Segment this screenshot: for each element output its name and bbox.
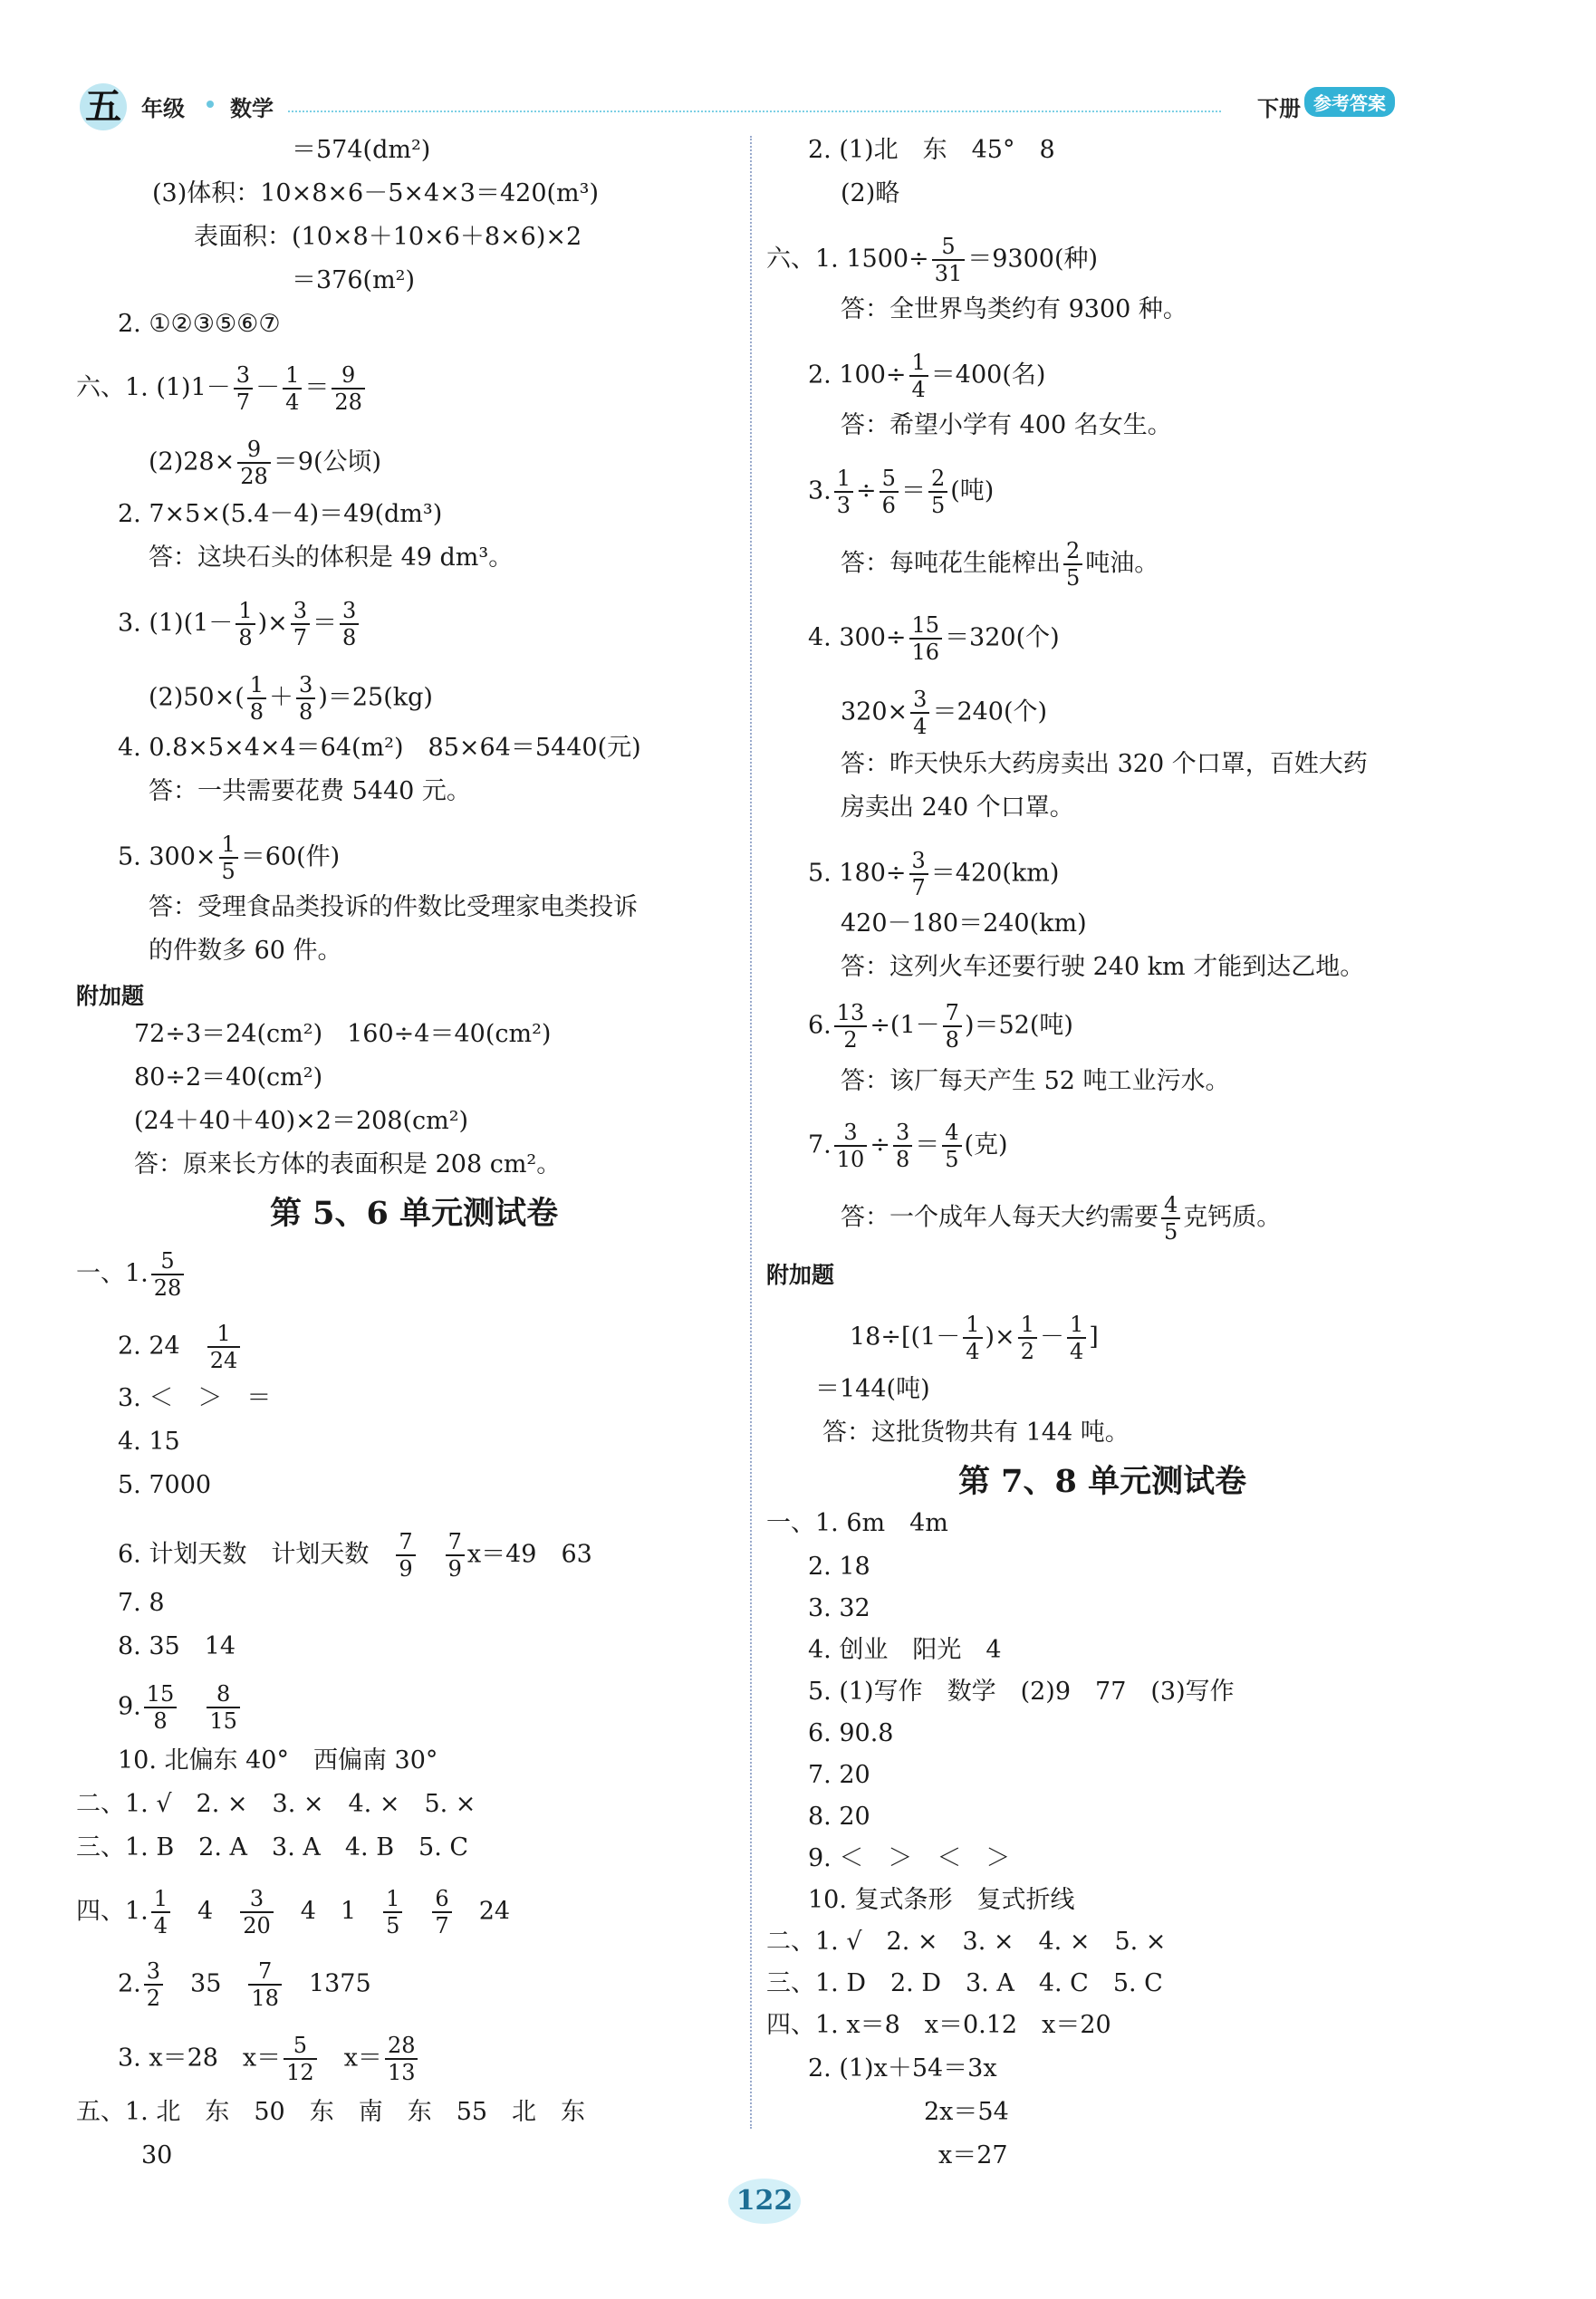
text: 2. 100÷ bbox=[808, 361, 907, 390]
text: 320× bbox=[841, 697, 909, 726]
section-title: 第 7、8 单元测试卷 bbox=[958, 1463, 1247, 1500]
answer-line: 30 bbox=[141, 2141, 173, 2169]
text: ＝400(名) bbox=[930, 361, 1046, 390]
fraction: $\frac{15}{16}$ bbox=[909, 612, 943, 665]
fraction: $\frac{1}{4}$ bbox=[283, 362, 302, 415]
answer-line: x＝27 bbox=[938, 2141, 1008, 2169]
text: 克钙质。 bbox=[1183, 1203, 1282, 1232]
answer-line: 答：全世界鸟类约有 9300 种。 bbox=[841, 295, 1187, 323]
answer-line: 3. (1)(1－ $\frac{1}{8}$ )× $\frac{3}{7}$ ＝ $\frac{3}{8}$ bbox=[118, 598, 361, 650]
text: 5. 300× bbox=[118, 842, 216, 871]
answer-line: 四、1. x＝8 x＝0.12 x＝20 bbox=[766, 2011, 1111, 2039]
text: ＝9(公顷) bbox=[273, 447, 382, 476]
answer-line: (2)50×( $\frac{1}{8}$ ＋ $\frac{3}{8}$ )＝25(kg) bbox=[149, 672, 433, 725]
answer-line: 3. 32 bbox=[808, 1594, 870, 1622]
answer-line: 5. 7000 bbox=[118, 1471, 212, 1499]
fraction: $\frac{1}{2}$ bbox=[1018, 1312, 1037, 1364]
answer-line bbox=[118, 1529, 592, 1582]
answer-line: 2. ①②③⑤⑥⑦ bbox=[118, 310, 281, 338]
answer-line bbox=[118, 1958, 371, 2011]
fraction: $\frac{1}{3}$ bbox=[834, 466, 853, 518]
text: 2. bbox=[118, 1969, 141, 1998]
text: 吨油。 bbox=[1085, 549, 1159, 578]
answer-line bbox=[808, 848, 1059, 900]
text: )＝25(kg) bbox=[318, 683, 433, 712]
fraction: $\frac{7}{9}$ bbox=[396, 1529, 415, 1582]
fraction: $\frac{1}{4}$ bbox=[909, 350, 928, 402]
text: 7. bbox=[808, 1130, 832, 1159]
fraction: $\frac{1}{8}$ bbox=[247, 672, 266, 725]
text: ＝320(个) bbox=[945, 623, 1060, 652]
text: ＝420(km) bbox=[930, 859, 1060, 888]
text: 18÷[(1－ bbox=[850, 1323, 961, 1352]
answer-line: 二、1. √ 2. × 3. × 4. × 5. × bbox=[766, 1928, 1167, 1956]
answer-line: 2. (1)北 东 45° 8 bbox=[808, 136, 1055, 164]
header-dot bbox=[207, 101, 214, 108]
grade-label: 年级 bbox=[141, 96, 185, 121]
bonus-heading: 附加题 bbox=[766, 1262, 835, 1288]
text: )＝52(吨) bbox=[964, 1011, 1073, 1040]
answer-line bbox=[841, 538, 1159, 591]
text: 答：一个成年人每天大约需要 bbox=[841, 1203, 1159, 1232]
section-title: 第 5、6 单元测试卷 bbox=[270, 1195, 559, 1232]
answer-line bbox=[808, 350, 1045, 402]
answer-line: (3)体积：10×8×6－5×4×3＝420(m³) bbox=[152, 179, 600, 207]
fraction: $\frac{7}{9}$ bbox=[446, 1529, 465, 1582]
text: ＝240(个) bbox=[932, 697, 1048, 726]
bonus-heading: 附加题 bbox=[76, 983, 145, 1009]
answer-line: 8. 35 14 bbox=[118, 1632, 236, 1660]
answer-line: 5. (1)写作 数学 (2)9 77 (3)写作 bbox=[808, 1678, 1235, 1706]
fraction: $\frac{9}{28}$ bbox=[237, 437, 271, 489]
text: 35 bbox=[190, 1969, 222, 1998]
answer-line bbox=[118, 1681, 243, 1734]
header-rule bbox=[288, 111, 1221, 112]
fraction: $\frac{4}{5}$ bbox=[1161, 1192, 1180, 1245]
text: 六、1. 1500÷ bbox=[766, 245, 929, 274]
answer-line: 六、1. (1)1－ $\frac{3}{7}$ － $\frac{1}{4}$ ＝ $\frac{9}{28}$ bbox=[76, 362, 368, 415]
fraction: $\frac{1}{4}$ bbox=[1067, 1312, 1086, 1364]
page-header bbox=[0, 0, 1596, 136]
answer-line: 二、1. √ 2. × 3. × 4. × 5. × bbox=[76, 1790, 476, 1818]
fraction: $\frac{1}{5}$ bbox=[219, 832, 238, 884]
answer-line: 房卖出 240 个口罩。 bbox=[841, 794, 1074, 822]
fraction: $\frac{1}{24}$ bbox=[207, 1321, 241, 1373]
answer-line: ＝144(吨) bbox=[815, 1375, 930, 1403]
text: (吨) bbox=[950, 476, 995, 505]
answer-line: 答：受理食品类投诉的件数比受理家电类投诉 bbox=[149, 893, 638, 921]
text: (克) bbox=[964, 1130, 1008, 1159]
text: 9. bbox=[118, 1692, 141, 1721]
text: 1375 bbox=[308, 1969, 371, 1998]
answer-line: 答：该厂每天产生 52 吨工业污水。 bbox=[841, 1067, 1230, 1095]
text: 答：每吨花生能榨出 bbox=[841, 549, 1061, 578]
fraction: $\frac{1}{4}$ bbox=[963, 1312, 982, 1364]
fraction: $\frac{6}{7}$ bbox=[432, 1886, 451, 1938]
answer-line: 10. 北偏东 40° 西偏南 30° bbox=[118, 1746, 438, 1775]
answer-line: 答：昨天快乐大药房卖出 320 个口罩，百姓大药 bbox=[841, 750, 1368, 778]
answer-line: 答：这列火车还要行驶 240 km 才能到达乙地。 bbox=[841, 953, 1365, 981]
answer-line: 10. 复式条形 复式折线 bbox=[808, 1886, 1075, 1914]
answer-line: 三、1. B 2. A 3. A 4. B 5. C bbox=[76, 1833, 469, 1861]
fraction: $\frac{1}{5}$ bbox=[383, 1886, 402, 1938]
text: 四、1. bbox=[76, 1897, 149, 1926]
volume-label: 下册 bbox=[1257, 96, 1301, 121]
answer-line bbox=[766, 234, 1098, 286]
fraction: $\frac{15}{8}$ bbox=[144, 1681, 178, 1734]
answer-line: 4. 0.8×5×4×4＝64(m²) 85×64＝5440(元) bbox=[118, 734, 641, 762]
fraction: $\frac{28}{13}$ bbox=[385, 2033, 418, 2085]
fraction: $\frac{3}{10}$ bbox=[834, 1120, 868, 1172]
fraction: $\frac{3}{4}$ bbox=[910, 687, 929, 739]
answer-line: 答：这块石头的体积是 49 dm³。 bbox=[149, 543, 514, 572]
answer-line bbox=[76, 1886, 510, 1938]
answer-line bbox=[808, 612, 1060, 665]
fraction: $\frac{8}{15}$ bbox=[207, 1681, 240, 1734]
answer-line: 答：希望小学有 400 名女生。 bbox=[841, 411, 1172, 439]
answer-line: 3. $\frac{1}{3}$ ÷ $\frac{5}{6}$ ＝ $\frac{2}{5}$ (吨) bbox=[808, 466, 995, 518]
answer-line: 2x＝54 bbox=[924, 2098, 1009, 2126]
fraction: $\frac{5}{28}$ bbox=[151, 1248, 185, 1301]
text: 3. (1)(1－ bbox=[118, 609, 234, 638]
subject-label: 数学 bbox=[230, 96, 274, 121]
answer-line: (2)略 bbox=[841, 179, 900, 207]
text: 六、1. (1)1－ bbox=[76, 373, 231, 402]
fraction: $\frac{7}{18}$ bbox=[248, 1958, 282, 2011]
fraction: $\frac{3}{8}$ bbox=[893, 1120, 912, 1172]
answer-line bbox=[76, 1248, 187, 1301]
text: 6. 计划天数 计划天数 bbox=[118, 1540, 370, 1569]
answer-line: 2. (1)x＋54＝3x bbox=[808, 2054, 997, 2083]
answer-line bbox=[149, 437, 381, 489]
column-divider bbox=[750, 136, 752, 2129]
text: 5. 180÷ bbox=[808, 859, 907, 888]
fraction: $\frac{3}{20}$ bbox=[240, 1886, 274, 1938]
answer-line: 表面积：(10×8＋10×6＋8×6)×2 bbox=[194, 223, 582, 251]
answer-line: 答：一共需要花费 5440 元。 bbox=[149, 777, 471, 805]
text: ] bbox=[1089, 1323, 1099, 1352]
text: 4. 300÷ bbox=[808, 623, 907, 652]
answer-line: 8. 20 bbox=[808, 1803, 870, 1831]
fraction: $\frac{5}{12}$ bbox=[284, 2033, 317, 2085]
answer-line: 五、1. 北 东 50 东 南 东 55 北 东 bbox=[76, 2098, 586, 2126]
fraction: $\frac{3}{7}$ bbox=[291, 598, 310, 650]
answer-line bbox=[118, 832, 340, 884]
text: (2)28× bbox=[149, 447, 236, 476]
text: 4 bbox=[197, 1897, 214, 1926]
page-number: 122 bbox=[728, 2179, 801, 2224]
text: ＝9300(种) bbox=[967, 245, 1099, 274]
fraction: $\frac{5}{31}$ bbox=[932, 234, 966, 286]
answer-line: 3. ＜ ＞ ＝ bbox=[118, 1384, 272, 1412]
fraction: $\frac{1}{4}$ bbox=[151, 1886, 170, 1938]
text: 24 bbox=[478, 1897, 511, 1926]
fraction: $\frac{3}{7}$ bbox=[909, 848, 928, 900]
answer-line: ＝376(m²) bbox=[292, 266, 416, 294]
answer-line bbox=[841, 687, 1047, 739]
answer-line: 4. 创业 阳光 4 bbox=[808, 1636, 1002, 1664]
answer-line: 7. $\frac{3}{10}$ ÷ $\frac{3}{8}$ ＝ $\frac{4}{5}$ (克) bbox=[808, 1120, 1008, 1172]
fraction: $\frac{2}{5}$ bbox=[928, 466, 947, 518]
text: x＝ bbox=[343, 2044, 382, 2073]
answer-line: 三、1. D 2. D 3. A 4. C 5. C bbox=[766, 1969, 1163, 1997]
fraction: $\frac{3}{8}$ bbox=[340, 598, 359, 650]
fraction: $\frac{5}{6}$ bbox=[880, 466, 899, 518]
answer-line: 7. 20 bbox=[808, 1761, 870, 1789]
fraction: $\frac{9}{28}$ bbox=[332, 362, 365, 415]
answer-line: 7. 8 bbox=[118, 1589, 165, 1617]
answer-line: ＝574(dm²) bbox=[292, 136, 431, 164]
text: 一、1. bbox=[76, 1259, 149, 1288]
answer-line bbox=[118, 1321, 243, 1373]
text: (2)50×( bbox=[149, 683, 245, 712]
answer-line: (24＋40＋40)×2＝208(cm²) bbox=[134, 1107, 469, 1135]
text: 2. 24 bbox=[118, 1332, 180, 1361]
fraction: $\frac{13}{2}$ bbox=[834, 1000, 868, 1053]
answer-line: 18÷[(1－ $\frac{1}{4}$ )× $\frac{1}{2}$ － $\frac{1}{4}$ ] bbox=[850, 1312, 1099, 1364]
fraction: $\frac{4}{5}$ bbox=[942, 1120, 961, 1172]
answer-line bbox=[118, 2033, 420, 2085]
answer-line: 的件数多 60 件。 bbox=[149, 937, 342, 965]
fraction: $\frac{3}{7}$ bbox=[234, 362, 253, 415]
text: 3. bbox=[808, 476, 832, 505]
answer-line: 2. 18 bbox=[808, 1553, 870, 1581]
text: x＝49 63 bbox=[466, 1540, 592, 1569]
answer-line bbox=[841, 1192, 1281, 1245]
fraction: $\frac{2}{5}$ bbox=[1063, 538, 1082, 591]
fraction: $\frac{3}{2}$ bbox=[144, 1958, 163, 2011]
answer-line: 4. 15 bbox=[118, 1428, 180, 1456]
fraction: $\frac{7}{8}$ bbox=[943, 1000, 962, 1053]
text: ＝60(件) bbox=[240, 842, 341, 871]
answers-badge: 参考答案 bbox=[1304, 87, 1395, 117]
answer-line: 72÷3＝24(cm²) 160÷4＝40(cm²) bbox=[134, 1020, 552, 1048]
text: ÷(1－ bbox=[870, 1011, 940, 1040]
fraction: $\frac{3}{8}$ bbox=[296, 672, 315, 725]
answer-line: 420－180＝240(km) bbox=[841, 909, 1087, 938]
answer-line: 9. ＜ ＞ ＜ ＞ bbox=[808, 1844, 1011, 1872]
answer-line: 6. 90.8 bbox=[808, 1719, 894, 1747]
answer-line: 80÷2＝40(cm²) bbox=[134, 1063, 323, 1092]
fraction: $\frac{1}{8}$ bbox=[236, 598, 255, 650]
text: 4 1 bbox=[300, 1897, 357, 1926]
answer-line: 2. 7×5×(5.4－4)＝49(dm³) bbox=[118, 500, 443, 528]
grade-badge: 五 bbox=[80, 83, 127, 130]
answer-line bbox=[808, 1000, 1073, 1053]
text: 3. x＝28 x＝ bbox=[118, 2044, 282, 2073]
answer-line: 答：原来长方体的表面积是 208 cm²。 bbox=[134, 1150, 562, 1178]
text: 6. bbox=[808, 1011, 832, 1040]
answer-line: 一、1. 6m 4m bbox=[766, 1509, 948, 1537]
answer-line: 答：这批货物共有 144 吨。 bbox=[822, 1419, 1130, 1447]
